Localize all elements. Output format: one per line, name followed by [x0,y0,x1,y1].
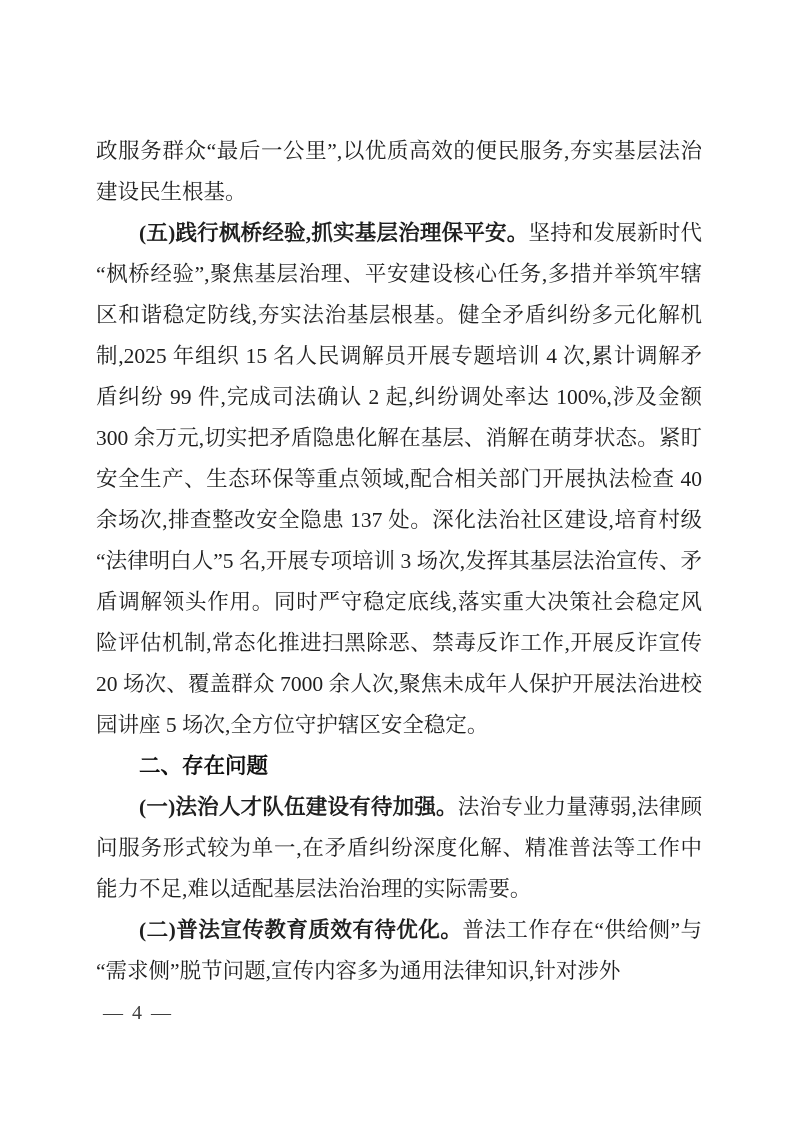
paragraph-issue-one-lead: (一)法治人才队伍建设有待加强。 [139,795,458,819]
paragraph-point-five [96,213,702,746]
paragraph-point-five-text: 坚持和发展新时代“枫桥经验”,聚焦基层治理、平安建设核心任务,多措并举筑牢辖区和谐稳定防线,夯实法治基层根基。健全矛盾纠纷多元化解机制,2025 年组织 15 名人民调解员开展专题培训 4 次,累计调解矛盾纠纷 99 件,完成司法确认 2 起,纠纷调处率达 100%,涉及金额 300 余万元,切实把矛盾隐患化解在基层、消解在萌芽状态。紧盯安全生产、生态环保等重点领域,配合相关部门开展执法检查 40 余场次,排查整改安全隐患 137 处。深化法治社区建设,培育村级“法律明白人”5 名,开展专项培训 3 场次,发挥其基层法治宣传、矛盾调解领头作用。同时严守稳定底线,落实重大决策社会稳定风险评估机制,常态化推进扫黑除恶、禁毒反诈工作,开展反诈宣传 20 场次、覆盖群众 7000 余人次,聚焦未成年人保护开展法治进校园讲座 5 场次,全方位守护辖区安全稳定。 [96,221,702,737]
paragraph-issue-two-text: 普法工作存在“供给侧”与“需求侧”脱节问题,宣传内容多为通用法律知识,针对涉外 [96,918,702,983]
paragraph-continuation: 政服务群众“最后一公里”,以优质高效的便民服务,夯实基层法治建设民生根基。 [96,139,702,204]
footer-page-number: — 4 — [103,1002,173,1024]
paragraph-point-five-lead: (五)践行枫桥经验,抓实基层治理保平安。 [139,221,529,245]
document-body [96,131,702,992]
paragraph-issue-two [96,910,702,992]
paragraph-issue-one-text: 法治专业力量薄弱,法律顾问服务形式较为单一,在矛盾纠纷深度化解、精准普法等工作中能力不足,难以适配基层法治治理的实际需要。 [96,795,702,901]
section-heading-existing-problems: 二、存在问题 [139,754,269,778]
paragraph-issue-one [96,787,702,910]
paragraph-issue-two-lead: (二)普法宣传教育质效有待优化。 [139,918,463,942]
